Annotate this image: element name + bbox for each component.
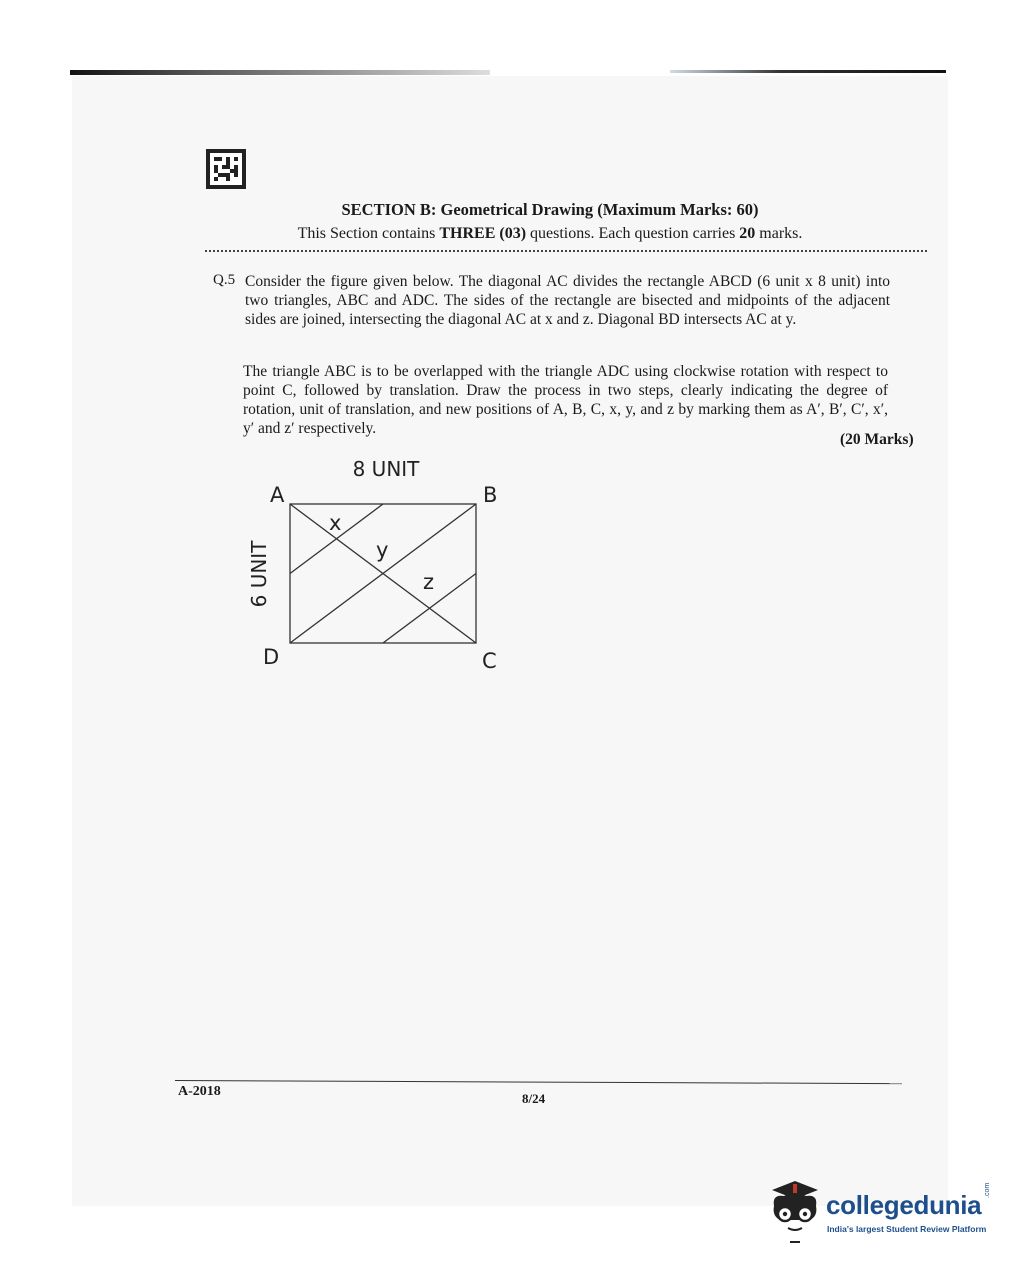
question-paragraph-2: The triangle ABC is to be overlapped with the triangle ADC using clockwise rotation with respect to point C, followed by translation. Draw the process in two steps, clearly indicating the degree of rotation, unit of translation, and new positions of A, B, C, x, y, and z by marking them as A′, B′, C′, x′, y′ and z′ respectively.	[243, 363, 888, 437]
subtitle-text-pre: This Section contains	[297, 225, 440, 242]
dotted-divider	[205, 250, 927, 252]
subtitle-text-post: marks.	[755, 225, 803, 242]
vertex-d: D	[263, 645, 280, 669]
section-title: SECTION B: Geometrical Drawing (Maximum Marks: 60)	[341, 200, 759, 219]
vertex-c: C	[482, 649, 497, 673]
subtitle-marks-value: 20	[739, 225, 756, 242]
point-x: x	[329, 511, 342, 535]
collegedunia-logo-icon	[766, 1176, 824, 1246]
scan-edge-right	[670, 70, 946, 73]
vertex-b: B	[483, 483, 498, 507]
footer-page-number: 8/24	[522, 1091, 546, 1106]
section-subtitle	[0, 225, 1025, 243]
brand-block	[766, 1176, 1006, 1246]
rectangle-figure	[230, 450, 520, 680]
subtitle-question-count: THREE (03)	[439, 225, 527, 242]
qr-code-icon	[206, 149, 246, 189]
label-height: 6 UNIT	[247, 540, 271, 608]
brand-suffix: .com	[984, 1182, 991, 1198]
point-z: z	[423, 570, 435, 594]
label-width: 8 UNIT	[352, 457, 420, 481]
scan-edge-left	[70, 70, 490, 75]
footer-paper-code: A-2018	[178, 1084, 221, 1099]
vertex-a: A	[270, 483, 285, 507]
question-paragraph-1: Consider the figure given below. The diagonal AC divides the rectangle ABCD (6 unit x 8 unit) into two triangles, ABC and ADC. The sides of the rectangle are bisected and midpoints of the adjacent sides are joined, intersecting the diagonal AC at x and z. Diagonal BD intersects AC at y.	[245, 273, 890, 328]
question-number: Q.5	[213, 272, 236, 288]
brand-name: collegedunia	[826, 1190, 982, 1220]
point-y: y	[376, 538, 389, 562]
brand-tagline: India's largest Student Review Platform	[827, 1224, 987, 1234]
question-marks: (20 Marks)	[840, 431, 914, 448]
subtitle-text-mid: questions. Each question carries	[526, 225, 740, 242]
